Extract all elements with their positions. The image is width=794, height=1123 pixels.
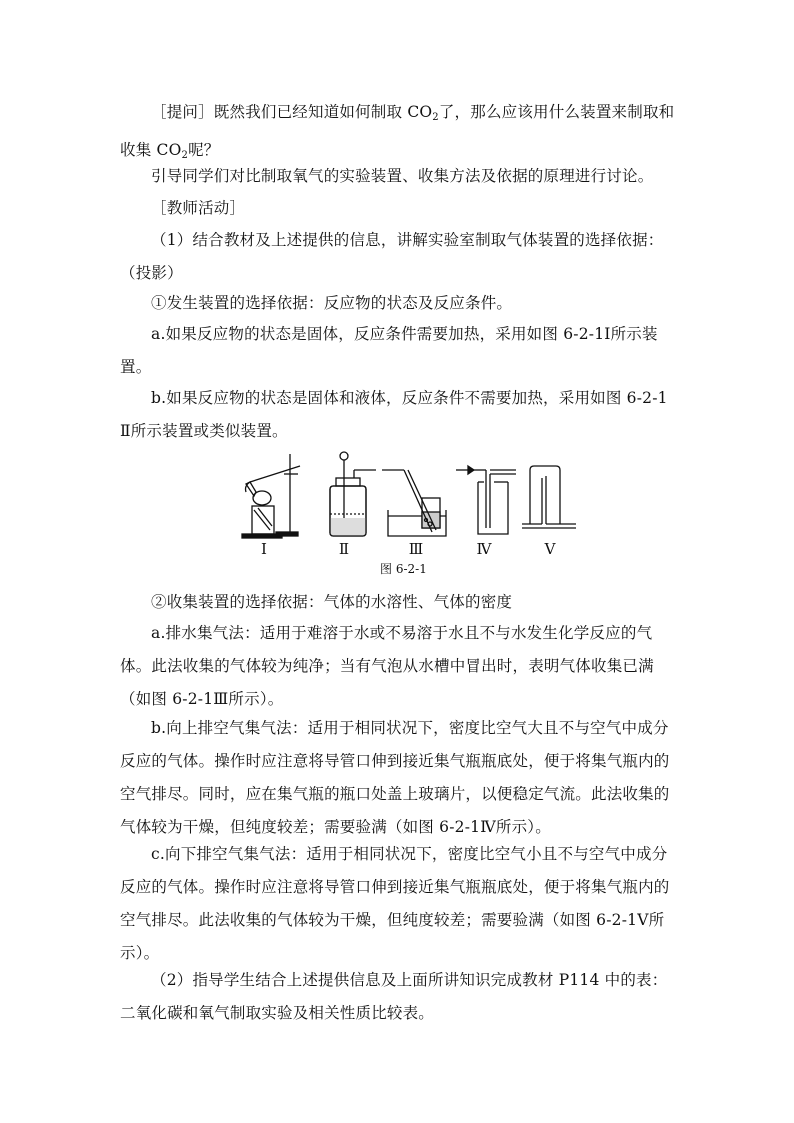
- question-text-3: 呢？: [188, 141, 220, 159]
- question-text-2: 了，那么应该用什么装置来制取和收集 CO: [120, 103, 675, 159]
- apparatus-ii: [330, 452, 376, 536]
- collector-case-c: c.向下排空气集气法：适用于相同状况下，密度比空气小且不与空气中成分反应的气体。操作时应注意将导管口伸到接近集气瓶瓶底处，便于将集气瓶内的空气排尽。此法收集的气体较为干燥，但纯度较差；需要验满（如图 6-2-1Ⅴ所示）。: [120, 845, 670, 962]
- teacher-activity-heading: ［教师活动］: [151, 199, 246, 217]
- step1-paragraph: （1）结合教材及上述提供的信息，讲解实验室制取气体装置的选择依据：（投影）: [120, 231, 664, 282]
- apparatus-iv: [456, 466, 516, 534]
- figure-label-v: Ⅴ: [544, 540, 556, 558]
- apparatus-v: [522, 466, 576, 528]
- co2-subscript-2: 2: [181, 150, 189, 161]
- apparatus-figure: [240, 448, 580, 560]
- apparatus-i: [242, 454, 300, 538]
- figure-label-ii: Ⅱ: [338, 540, 350, 558]
- collector-basis: ②收集装置的选择依据：气体的水溶性、气体的密度: [151, 593, 513, 611]
- figure-label-iv: Ⅳ: [476, 540, 492, 558]
- figure-label-iii: Ⅲ: [408, 540, 424, 558]
- collector-case-b: b.向上排空气集气法：适用于相同状况下，密度比空气大且不与空气中成分反应的气体。操作时应注意将导管口伸到接近集气瓶瓶底处，便于将集气瓶内的空气排尽。同时，应在集气瓶的瓶口处盖上玻璃片，以便稳定气流。此法收集的气体较为干燥，但纯度较差；需要验满（如图 6-2-1Ⅳ所示）。: [120, 719, 670, 836]
- guide-paragraph: 引导同学们对比制取氧气的实验装置、收集方法及依据的原理进行讨论。: [151, 167, 654, 185]
- generator-basis: ①发生装置的选择依据：反应物的状态及反应条件。: [151, 294, 513, 312]
- figure-caption: 图 6-2-1: [380, 562, 427, 576]
- apparatus-iii: [382, 470, 446, 536]
- figure-label-i: Ⅰ: [261, 540, 267, 558]
- collector-case-a: a.排水集气法：适用于难溶于水或不易溶于水且不与水发生化学反应的气体。此法收集的气体较为纯净；当有气泡从水槽中冒出时，表明气体收集已满 （如图 6-2-1Ⅲ所示）。: [120, 624, 654, 708]
- generator-case-a: a.如果反应物的状态是固体，反应条件需要加热，采用如图 6-2-1Ⅰ所示装置。: [120, 325, 658, 376]
- generator-case-b: b.如果反应物的状态是固体和液体，反应条件不需要加热，采用如图 6-2-1Ⅱ所示装置或类似装置。: [120, 389, 668, 440]
- question-text-1: ［提问］既然我们已经知道如何制取 CO: [151, 103, 433, 121]
- step2-paragraph: （2）指导学生结合上述提供信息及上面所讲知识完成教材 P114 中的表：二氧化碳和氧气制取实验及相关性质比较表。: [120, 971, 668, 1022]
- co2-subscript-1: 2: [432, 112, 439, 123]
